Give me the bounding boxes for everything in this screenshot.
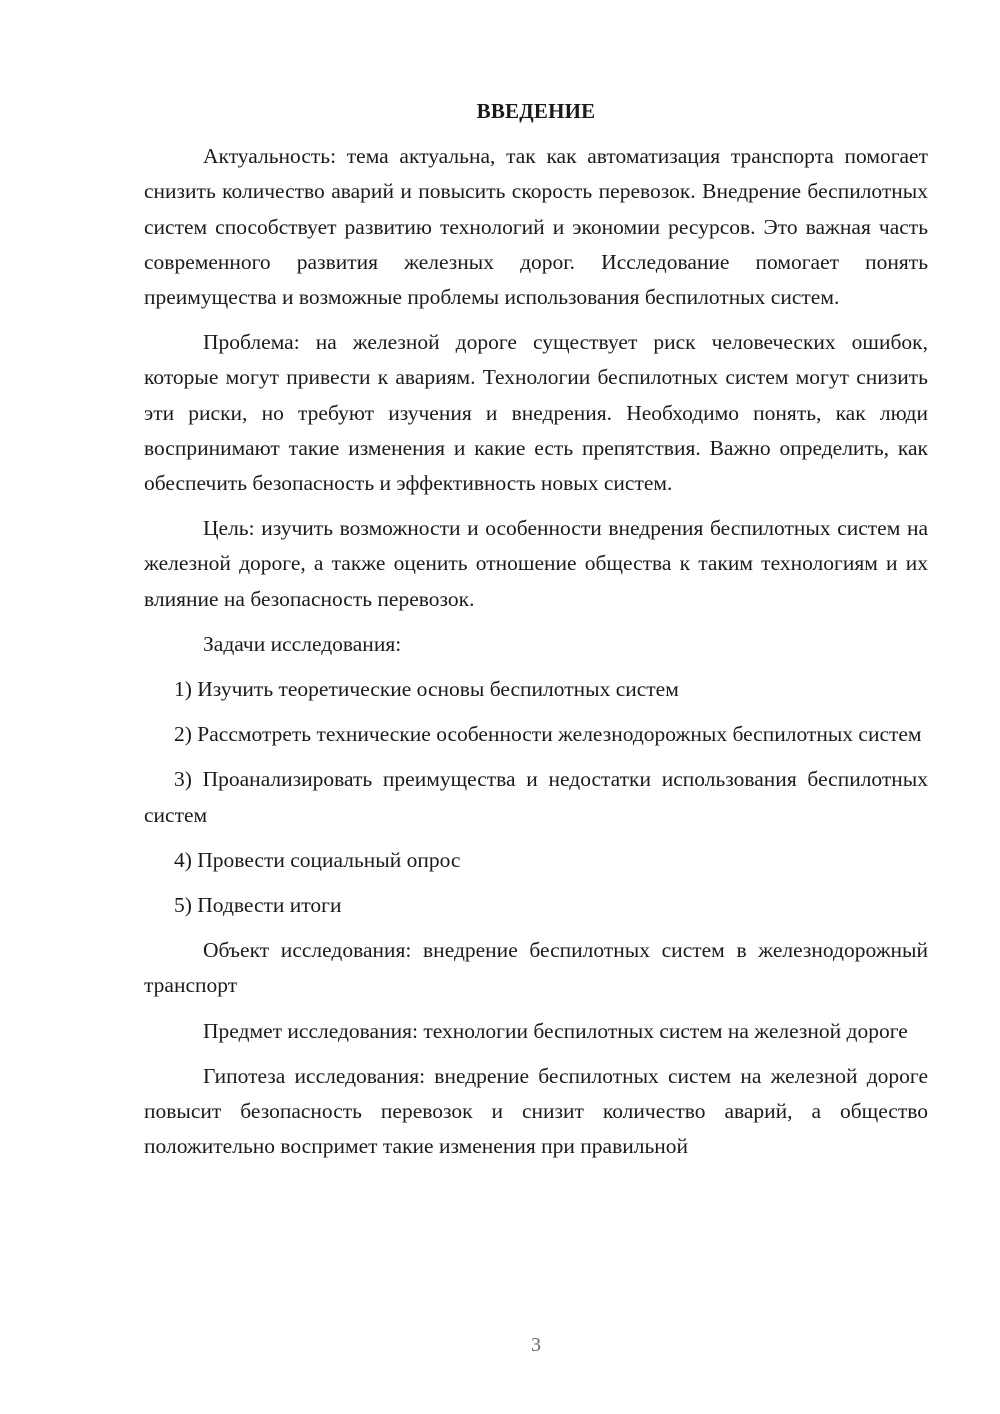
page-number: 3: [531, 1334, 541, 1356]
task-item: 1) Изучить теоретические основы беспилотных систем: [174, 677, 679, 702]
paragraph-relevance: Актуальность: тема актуальна, так как автоматизация транспорта помогает снизить количество аварий и повысить скорость перевозок. Внедрение беспилотных систем способствует развитию технологий и экономии ресурсов. Это важная часть современного развития железных дорог. Исследование помогает понять преимущества и возможные проблемы использования беспилотных систем.: [144, 144, 928, 310]
tasks-heading: Задачи исследования:: [203, 631, 402, 656]
task-item: 5) Подвести итоги: [174, 893, 342, 918]
task-item: 2) Рассмотреть технические особенности железнодорожных беспилотных систем: [174, 722, 922, 747]
paragraph-hypothesis: Гипотеза исследования: внедрение беспилотных систем на железной дороге повысит безопасность перевозок и снизит количество аварий, а общество положительно воспримет такие изменения при правильной: [144, 1063, 928, 1159]
task-item: 4) Провести социальный опрос: [174, 847, 461, 872]
task-item: 3) Проанализировать преимущества и недостатки использования беспилотных систем: [144, 767, 928, 827]
paragraph-problem: Проблема: на железной дороге существует риск человеческих ошибок, которые могут привести к авариям. Технологии беспилотных систем могут снизить эти риски, но требуют изучения и внедрения. Необходимо понять, как люди воспринимают такие изменения и какие есть препятствия. Важно определить, как обеспечить безопасность и эффективность новых систем.: [144, 330, 928, 496]
paragraph-object: Объект исследования: внедрение беспилотных систем в железнодорожный транспорт: [144, 938, 928, 998]
page-content: [144, 94, 928, 1174]
section-title: ВВЕДЕНИЕ: [476, 99, 596, 123]
paragraph-goal: Цель: изучить возможности и особенности внедрения беспилотных систем на железной дороге, а также оценить отношение общества к таким технологиям и их влияние на безопасность перевозок.: [144, 516, 928, 611]
paragraph-subject: Предмет исследования: технологии беспилотных систем на железной дороге: [203, 1018, 908, 1043]
